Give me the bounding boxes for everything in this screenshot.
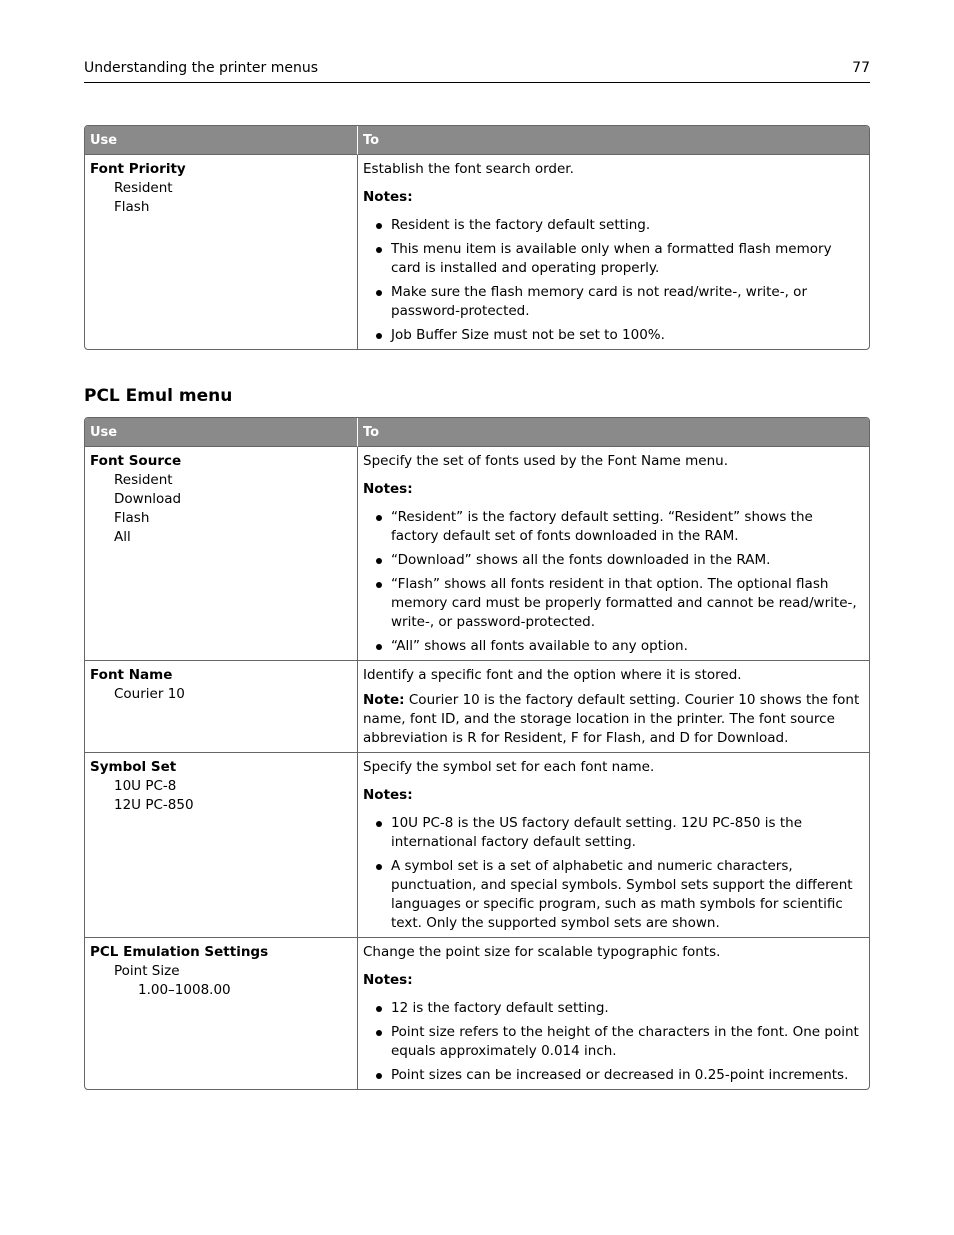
note-item: Point sizes can be increased or decreased in 0.25-point increments. [363, 1066, 864, 1085]
to-cell [358, 752, 869, 937]
header-title: Understanding the printer menus [84, 60, 319, 76]
table-row [85, 752, 869, 937]
notes-list [363, 508, 864, 656]
menu-option: Download [114, 491, 182, 507]
menu-option: 12U PC-850 [114, 797, 194, 813]
note-item: Resident is the factory default setting. [363, 216, 864, 235]
table-row [85, 155, 869, 349]
font-priority-table [84, 125, 870, 350]
note-item: A symbol set is a set of alphabetic and numeric characters, punctuation, and special symbols. Symbol sets support the different languages or specific program, such as math symbols for scientific text. Only the supported symbol sets are shown. [363, 857, 864, 933]
item-description: Specify the set of fonts used by the Font Name menu. [363, 453, 728, 469]
note-label: Note: [363, 692, 405, 708]
notes-label: Notes: [363, 787, 413, 803]
to-cell [358, 660, 869, 752]
menu-option: Flash [114, 199, 150, 215]
pcl-emul-table [84, 417, 870, 1090]
menu-item-name: Font Priority [90, 161, 186, 177]
note-item: “All” shows all fonts available to any option. [363, 637, 864, 656]
table-row [85, 447, 869, 660]
to-cell [358, 447, 869, 660]
notes-label: Notes: [363, 972, 413, 988]
notes-label: Notes: [363, 189, 413, 205]
section-title: PCL Emul menu [84, 386, 233, 406]
notes-label: Notes: [363, 481, 413, 497]
table-row [85, 660, 869, 752]
inline-note [363, 691, 864, 748]
to-cell [358, 155, 869, 349]
menu-item-name: PCL Emulation Settings [90, 944, 269, 960]
note-item: Job Buffer Size must not be set to 100%. [363, 326, 864, 345]
to-cell [358, 937, 869, 1089]
menu-option: Point Size [114, 963, 180, 979]
menu-item-name: Font Name [90, 667, 173, 683]
item-description: Establish the font search order. [363, 161, 574, 177]
menu-item-name: Symbol Set [90, 759, 177, 775]
notes-list [363, 999, 864, 1085]
page-header [84, 60, 870, 83]
page-number: 77 [852, 60, 870, 76]
note-item: “Resident” is the factory default setting. “Resident” shows the factory default set of fonts downloaded in the RAM. [363, 508, 864, 546]
menu-option: Courier 10 [114, 686, 185, 702]
note-item: This menu item is available only when a formatted flash memory card is installed and operating properly. [363, 240, 864, 278]
column-header-use: Use [85, 418, 358, 447]
table-row [85, 937, 869, 1089]
note-item: 10U PC-8 is the US factory default setting. 12U PC-850 is the international factory default setting. [363, 814, 864, 852]
menu-item-name: Font Source [90, 453, 182, 469]
item-description: Identify a specific font and the option where it is stored. [363, 667, 742, 683]
notes-list [363, 814, 864, 933]
menu-option: All [114, 529, 131, 545]
column-header-to: To [358, 418, 869, 447]
use-cell [85, 937, 358, 1089]
menu-option: 10U PC-8 [114, 778, 177, 794]
column-header-to: To [358, 126, 869, 155]
use-cell [85, 155, 358, 349]
item-description: Specify the symbol set for each font name. [363, 759, 655, 775]
note-item: “Flash” shows all fonts resident in that option. The optional flash memory card must be properly formatted and cannot be read/write-, write-, or password-protected. [363, 575, 864, 632]
menu-option: Resident [114, 472, 173, 488]
note-text: Courier 10 is the factory default setting. Courier 10 shows the font name, font ID, and the storage location in the printer. The font source abbreviation is R for Resident, F for Flash, and D for Download. [363, 692, 860, 746]
note-item: “Download” shows all the fonts downloaded in the RAM. [363, 551, 864, 570]
menu-sub-option: 1.00–1008.00 [138, 982, 231, 998]
use-cell [85, 660, 358, 752]
column-header-use: Use [85, 126, 358, 155]
use-cell [85, 752, 358, 937]
menu-option: Resident [114, 180, 173, 196]
menu-option: Flash [114, 510, 150, 526]
notes-list [363, 216, 864, 345]
note-item: Point size refers to the height of the characters in the font. One point equals approximately 0.014 inch. [363, 1023, 864, 1061]
use-cell [85, 447, 358, 660]
note-item: 12 is the factory default setting. [363, 999, 864, 1018]
note-item: Make sure the flash memory card is not read/write-, write-, or password-protected. [363, 283, 864, 321]
item-description: Change the point size for scalable typographic fonts. [363, 944, 721, 960]
